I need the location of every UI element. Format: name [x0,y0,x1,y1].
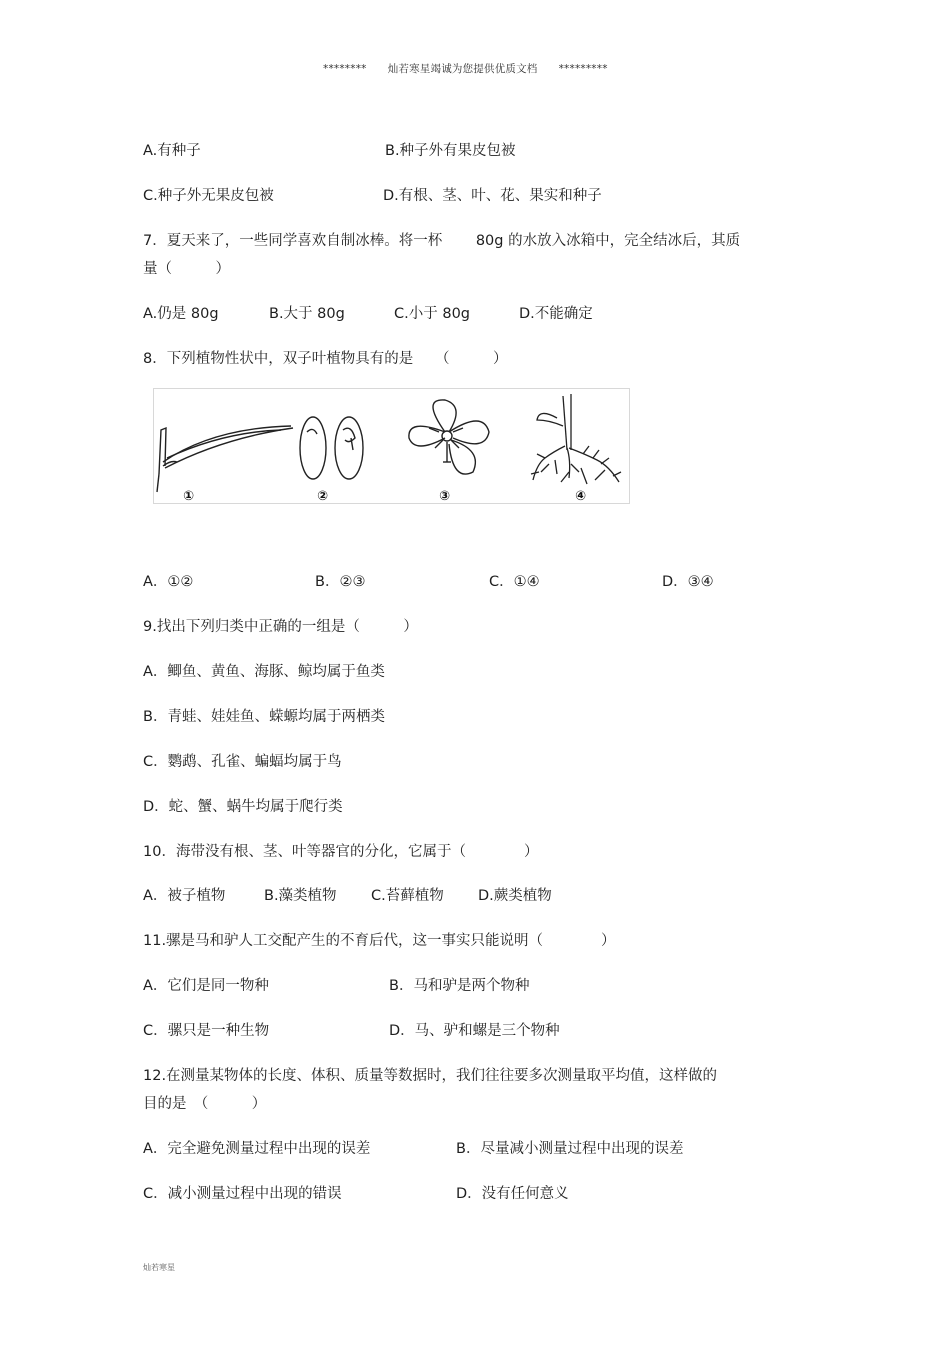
plant-traits-figure [153,388,630,504]
figure-label-3: ③ [439,489,451,504]
q12-option-a: A．完全避免测量过程中出现的误差 [143,1141,371,1157]
q7-option-d: D.不能确定 [519,306,593,322]
q11-option-d: D．马、驴和螺是三个物种 [389,1023,560,1039]
q10-stem: 10．海带没有根、茎、叶等器官的分化，它属于（ ） [143,844,539,860]
q8-option-c: C．①④ [489,574,540,590]
q7-option-b: B.大于 80g [269,306,345,322]
q8-option-d: D．③④ [662,574,714,590]
q9-option-d: D．蛇、蟹、蜗牛均属于爬行类 [143,799,343,815]
q11-option-a: A．它们是同一物种 [143,978,269,994]
q8-stem: 8．下列植物性状中，双子叶植物具有的是 （ ） [143,351,508,367]
q9-option-b: B．青蛙、娃娃鱼、蝾螈均属于两栖类 [143,709,385,725]
q9-stem: 9.找出下列归类中正确的一组是（ ） [143,619,418,635]
q9-option-a: A．鲫鱼、黄鱼、海豚、鲸均属于鱼类 [143,664,385,680]
q11-option-b: B．马和驴是两个物种 [389,978,530,994]
q12-stem-line2: 目的是 （ ） [143,1096,267,1112]
figure-label-4: ④ [575,489,587,504]
header-stars-left: ******** [323,63,367,75]
q8-option-a: A．①② [143,574,194,590]
q6-option-c: C.种子外无果皮包被 [143,188,274,204]
q9-option-c: C．鹦鹉、孔雀、蝙蝠均属于鸟 [143,754,342,770]
q6-option-d: D.有根、茎、叶、花、果实和种子 [383,188,602,204]
page-footer: 灿若寒星 [143,1263,175,1272]
header-text: 灿若寒星竭诚为您提供优质文档 [387,63,538,75]
q6-option-b: B.种子外有果皮包被 [385,143,516,159]
q8-option-b: B．②③ [315,574,366,590]
q10-option-a: A．被子植物 [143,888,226,904]
q7-option-c: C.小于 80g [394,306,470,322]
q10-option-b: B.藻类植物 [264,888,337,904]
figure-label-1: ① [183,489,195,504]
q6-option-a: A.有种子 [143,143,201,159]
q11-option-c: C．骡只是一种生物 [143,1023,270,1039]
q7-stem-line1: 7．夏天来了，一些同学喜欢自制冰棒。将一杯 80g 的水放入冰箱中，完全结冰后，其质 [143,233,741,249]
q12-option-b: B．尽量减小测量过程中出现的误差 [456,1141,684,1157]
q12-stem-line1: 12.在测量某物体的长度、体积、质量等数据时，我们往往要多次测量取平均值，这样做的 [143,1068,718,1084]
q11-stem: 11.骡是马和驴人工交配产生的不育后代，这一事实只能说明（ ） [143,933,616,949]
q10-option-d: D.蕨类植物 [478,888,552,904]
q12-option-c: C．减小测量过程中出现的错误 [143,1186,342,1202]
q10-option-c: C.苔藓植物 [371,888,444,904]
header-stars-right: ********* [558,63,608,75]
q7-stem-line2: 量（ ） [143,261,230,277]
q7-option-a: A.仍是 80g [143,306,219,322]
page-header [323,61,608,76]
figure-label-2: ② [317,489,329,504]
q12-option-d: D．没有任何意义 [456,1186,569,1202]
